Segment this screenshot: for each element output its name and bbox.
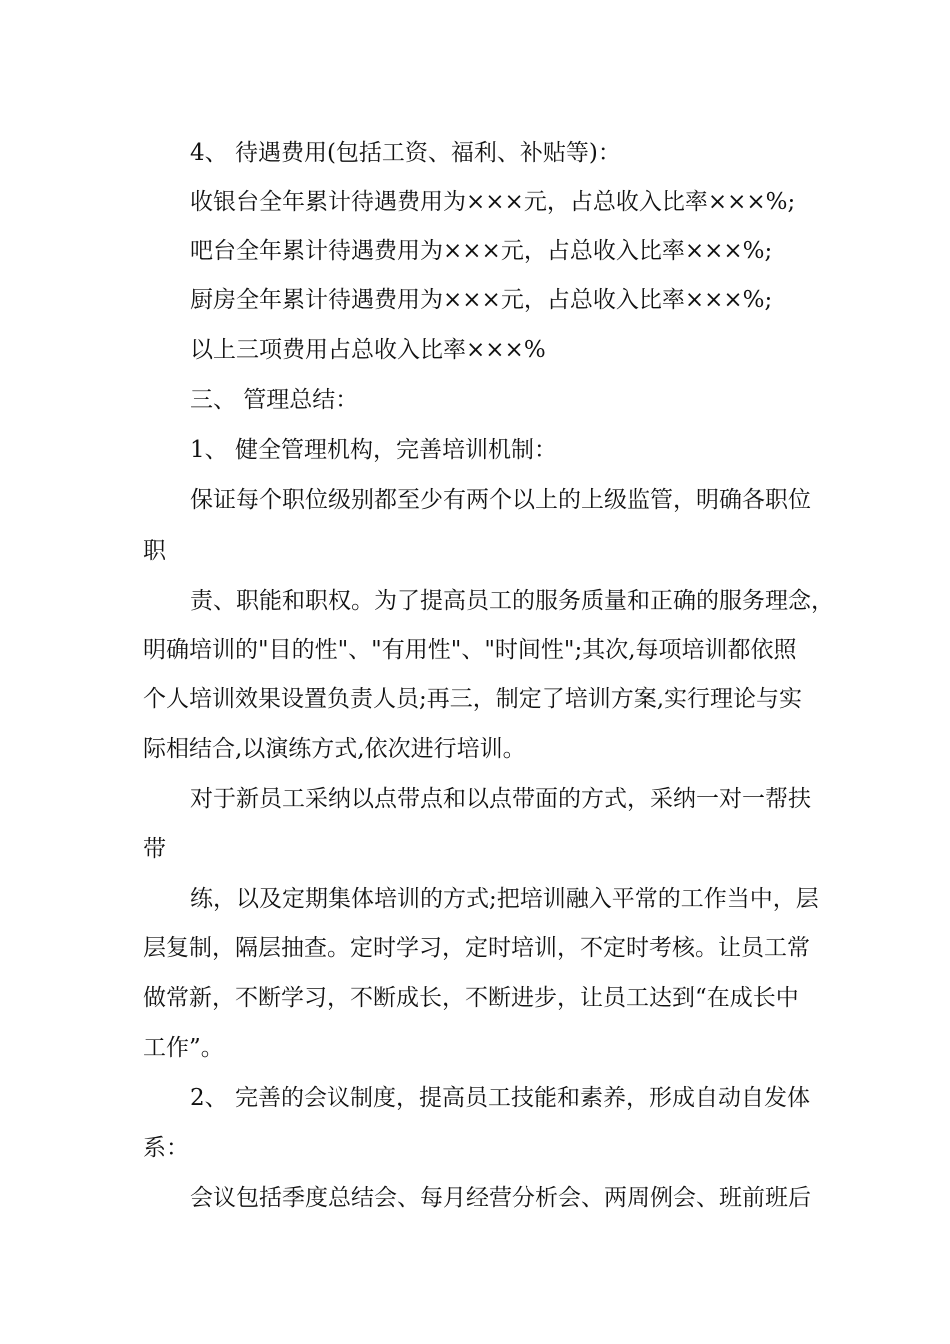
text-line: 厨房全年累计待遇费用为×××元，占总收入比率×××%; [190, 287, 773, 313]
section-heading: 三、 管理总结： [190, 387, 359, 413]
text-line: 际相结合,以演练方式,依次进行培训。 [143, 736, 526, 762]
subsection-heading: 1、 健全管理机构，完善培训机制： [190, 437, 557, 463]
text-line: 练，以及定期集体培训的方式;把培训融入平常的工作当中，层 [190, 886, 819, 912]
text-line: 对于新员工采纳以点带点和以点带面的方式，采纳一对一帮扶 [190, 786, 811, 812]
text-line: 以上三项费用占总收入比率×××% [190, 337, 546, 363]
text-line: 工作”。 [143, 1035, 224, 1061]
text-line: 做常新，不断学习，不断成长，不断进步，让员工达到“在成长中 [143, 985, 799, 1011]
text-line: 收银台全年累计待遇费用为×××元，占总收入比率×××%; [190, 189, 796, 215]
text-line: 会议包括季度总结会、每月经营分析会、两周例会、班前班后 [190, 1185, 811, 1211]
text-line: 4、 待遇费用(包括工资、福利、补贴等)： [190, 140, 621, 166]
text-line: 责、职能和职权。为了提高员工的服务质量和正确的服务理念， [190, 588, 834, 614]
text-line: 吧台全年累计待遇费用为×××元，占总收入比率×××%; [190, 238, 773, 264]
text-line: 保证每个职位级别都至少有两个以上的上级监管，明确各职位 [190, 487, 811, 513]
text-line: 带 [143, 836, 166, 862]
text-line: 职 [143, 538, 166, 564]
text-line: 个人培训效果设置负责人员;再三，制定了培训方案,实行理论与实 [143, 686, 803, 712]
text-line: 系： [143, 1135, 189, 1161]
text-line: 层复制，隔层抽查。定时学习，定时培训，不定时考核。让员工常 [143, 935, 810, 961]
text-line: 明确培训的"目的性"、"有用性"、"时间性";其次,每项培训都依照 [143, 637, 797, 663]
subsection-heading: 2、 完善的会议制度，提高员工技能和素养，形成自动自发体 [190, 1085, 810, 1111]
